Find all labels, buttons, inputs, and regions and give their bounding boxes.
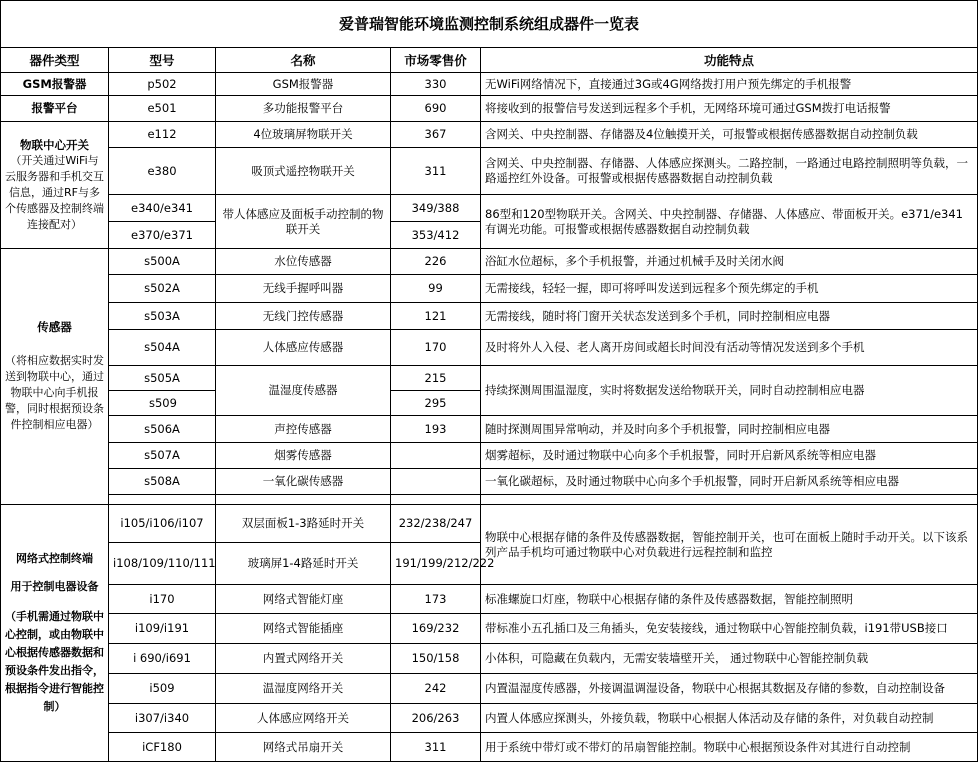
table-row bbox=[1, 469, 978, 495]
name-cell: 网络式智能插座 bbox=[216, 614, 391, 644]
name-cell: 带人体感应及面板手动控制的物联开关 bbox=[216, 195, 391, 249]
name-cell: 4位玻璃屏物联开关 bbox=[216, 122, 391, 148]
feature-cell: 无需接线，随时将门窗开关状态发送到多个手机，同时控制相应电器 bbox=[481, 303, 978, 330]
model-cell: e340/e341 bbox=[109, 195, 216, 222]
category-hub-desc: （开关通过WiFi与云服务器和手机交互信息，通过RF与多个传感器及控制终端连接配对） bbox=[5, 153, 104, 231]
price-cell: 150/158 bbox=[391, 644, 481, 674]
name-cell: 温湿度网络开关 bbox=[216, 674, 391, 704]
spacer-cell bbox=[216, 495, 391, 505]
name-cell: 烟雾传感器 bbox=[216, 443, 391, 469]
model-cell: e370/e371 bbox=[109, 222, 216, 249]
name-cell: 多功能报警平台 bbox=[216, 96, 391, 122]
table-row bbox=[1, 148, 978, 195]
model-cell: e112 bbox=[109, 122, 216, 148]
spacer-cell bbox=[109, 495, 216, 505]
name-cell: 网络式智能灯座 bbox=[216, 585, 391, 614]
table-spacer-row bbox=[1, 495, 978, 505]
feature-cell: 一氧化碳超标，及时通过物联中心向多个手机报警，同时开启新风系统等相应电器 bbox=[481, 469, 978, 495]
model-cell: e501 bbox=[109, 96, 216, 122]
table-row bbox=[1, 644, 978, 674]
price-cell: 215 bbox=[391, 366, 481, 391]
price-cell: 191/199/212/222 bbox=[391, 543, 481, 585]
name-cell: 人体感应传感器 bbox=[216, 330, 391, 366]
feature-cell: 将接收到的报警信号发送到远程多个手机，无网络环境可通过GSM拨打电话报警 bbox=[481, 96, 978, 122]
model-cell: s508A bbox=[109, 469, 216, 495]
feature-cell: 小体积，可隐藏在负载内，无需安装墙壁开关， 通过物联中心智能控制负载 bbox=[481, 644, 978, 674]
feature-cell: 及时将外人入侵、老人离开房间或超长时间没有活动等情况发送到多个手机 bbox=[481, 330, 978, 366]
price-cell: 170 bbox=[391, 330, 481, 366]
feature-cell: 随时探测周围异常响动，并及时向多个手机报警，同时控制相应电器 bbox=[481, 416, 978, 443]
category-platform: 报警平台 bbox=[1, 96, 109, 122]
model-cell: i307/i340 bbox=[109, 704, 216, 733]
feature-cell: 无需接线，轻轻一握，即可将呼叫发送到远程多个预先绑定的手机 bbox=[481, 275, 978, 303]
model-cell: i108/109/110/111 bbox=[109, 543, 216, 585]
feature-cell: 物联中心根据存储的条件及传感器数据，智能控制开关，也可在面板上随时手动开关。以下该系列产品手机均可通过物联中心对负载进行远程控制和监控 bbox=[481, 505, 978, 585]
table-row bbox=[1, 275, 978, 303]
feature-cell: 标准螺旋口灯座，物联中心根据存储的条件及传感器数据，智能控制照明 bbox=[481, 585, 978, 614]
name-cell: 网络式吊扇开关 bbox=[216, 733, 391, 762]
spacer-cell bbox=[481, 495, 978, 505]
header-name: 名称 bbox=[216, 48, 391, 73]
name-cell: 温湿度传感器 bbox=[216, 366, 391, 416]
table-row bbox=[1, 195, 978, 222]
model-cell: i109/i191 bbox=[109, 614, 216, 644]
price-cell bbox=[391, 469, 481, 495]
table-row bbox=[1, 585, 978, 614]
model-cell: iCF180 bbox=[109, 733, 216, 762]
price-cell: 173 bbox=[391, 585, 481, 614]
model-cell: i 690/i691 bbox=[109, 644, 216, 674]
price-cell: 232/238/247 bbox=[391, 505, 481, 543]
category-network-desc: （手机需通过物联中心控制，或由物联中心根据传感器数据和预设条件发出指令，根据指令进行智能控制） bbox=[5, 610, 104, 713]
category-gsm: GSM报警器 bbox=[1, 73, 109, 96]
model-cell: i509 bbox=[109, 674, 216, 704]
category-network-subtitle: 用于控制电器设备 bbox=[10, 580, 99, 593]
feature-cell: 内置温湿度传感器，外接调温调湿设备，物联中心根据其数据及存储的参数，自动控制设备 bbox=[481, 674, 978, 704]
price-cell: 206/263 bbox=[391, 704, 481, 733]
name-cell: 人体感应网络开关 bbox=[216, 704, 391, 733]
model-cell: s509 bbox=[109, 391, 216, 416]
price-cell: 99 bbox=[391, 275, 481, 303]
header-row bbox=[1, 48, 978, 73]
spacer-cell bbox=[391, 495, 481, 505]
table-row bbox=[1, 249, 978, 275]
table-row bbox=[1, 733, 978, 762]
category-network-title: 网络式控制终端 bbox=[16, 552, 93, 565]
header-feature: 功能特点 bbox=[481, 48, 978, 73]
table-row bbox=[1, 96, 978, 122]
table-row bbox=[1, 505, 978, 543]
name-cell: 无线手握呼叫器 bbox=[216, 275, 391, 303]
name-cell: 吸顶式遥控物联开关 bbox=[216, 148, 391, 195]
model-cell: p502 bbox=[109, 73, 216, 96]
name-cell: 一氧化碳传感器 bbox=[216, 469, 391, 495]
model-cell: s507A bbox=[109, 443, 216, 469]
price-cell: 193 bbox=[391, 416, 481, 443]
name-cell: 无线门控传感器 bbox=[216, 303, 391, 330]
price-cell: 353/412 bbox=[391, 222, 481, 249]
feature-cell: 含网关、中央控制器、存储器、人体感应探测头。二路控制，一路通过电路控制照明等负载，一路遥控红外设备。可报警或根据传感器数据自动控制负载 bbox=[481, 148, 978, 195]
table-row bbox=[1, 303, 978, 330]
price-cell: 311 bbox=[391, 148, 481, 195]
feature-cell: 86型和120型物联开关。含网关、中央控制器、存储器、人体感应、带面板开关。e371/e341有调光功能。可报警或根据传感器数据自动控制负载 bbox=[481, 195, 978, 249]
category-sensor-desc: （将相应数据实时发送到物联中心，通过物联中心向手机报警，同时根据预设条件控制相应电器） bbox=[5, 354, 104, 431]
price-cell: 295 bbox=[391, 391, 481, 416]
model-cell: s502A bbox=[109, 275, 216, 303]
model-cell: s504A bbox=[109, 330, 216, 366]
table-row bbox=[1, 330, 978, 366]
model-cell: e380 bbox=[109, 148, 216, 195]
header-category: 器件类型 bbox=[1, 48, 109, 73]
category-hub-title: 物联中心开关 bbox=[20, 137, 89, 152]
table-row bbox=[1, 443, 978, 469]
feature-cell: 无WiFi网络情况下，直接通过3G或4G网络拨打用户预先绑定的手机报警 bbox=[481, 73, 978, 96]
price-cell: 690 bbox=[391, 96, 481, 122]
name-cell: 声控传感器 bbox=[216, 416, 391, 443]
feature-cell: 浴缸水位超标，多个手机报警，并通过机械手及时关闭水阀 bbox=[481, 249, 978, 275]
table-row bbox=[1, 674, 978, 704]
price-cell: 242 bbox=[391, 674, 481, 704]
category-sensor-title: 传感器 bbox=[37, 320, 72, 334]
feature-cell: 用于系统中带灯或不带灯的吊扇智能控制。物联中心根据预设条件对其进行自动控制 bbox=[481, 733, 978, 762]
price-cell: 349/388 bbox=[391, 195, 481, 222]
price-cell: 121 bbox=[391, 303, 481, 330]
table-row bbox=[1, 366, 978, 391]
category-hub bbox=[1, 122, 109, 249]
model-cell: s500A bbox=[109, 249, 216, 275]
table-row bbox=[1, 122, 978, 148]
name-cell: 双层面板1-3路延时开关 bbox=[216, 505, 391, 543]
feature-cell: 含网关、中央控制器、存储器及4位触摸开关，可报警或根据传感器数据自动控制负载 bbox=[481, 122, 978, 148]
feature-cell: 带标准小五孔插口及三角插头，免安装接线，通过物联中心智能控制负载，i191带USB接口 bbox=[481, 614, 978, 644]
table-row bbox=[1, 416, 978, 443]
feature-cell: 持续探测周围温湿度，实时将数据发送给物联开关，同时自动控制相应电器 bbox=[481, 366, 978, 416]
price-cell: 169/232 bbox=[391, 614, 481, 644]
model-cell: s505A bbox=[109, 366, 216, 391]
table-row bbox=[1, 73, 978, 96]
table-row bbox=[1, 704, 978, 733]
feature-cell: 内置人体感应探测头，外接负载，物联中心根据人体活动及存储的条件，对负载自动控制 bbox=[481, 704, 978, 733]
category-network bbox=[1, 505, 109, 762]
table-title: 爱普瑞智能环境监测控制系统组成器件一览表 bbox=[1, 1, 978, 48]
name-cell: 水位传感器 bbox=[216, 249, 391, 275]
table-row bbox=[1, 614, 978, 644]
name-cell: 内置式网络开关 bbox=[216, 644, 391, 674]
header-price: 市场零售价 bbox=[391, 48, 481, 73]
model-cell: i105/i106/i107 bbox=[109, 505, 216, 543]
feature-cell: 烟雾超标，及时通过物联中心向多个手机报警，同时开启新风系统等相应电器 bbox=[481, 443, 978, 469]
name-cell: 玻璃屏1-4路延时开关 bbox=[216, 543, 391, 585]
model-cell: i170 bbox=[109, 585, 216, 614]
price-cell: 367 bbox=[391, 122, 481, 148]
price-cell bbox=[391, 443, 481, 469]
price-cell: 226 bbox=[391, 249, 481, 275]
price-cell: 330 bbox=[391, 73, 481, 96]
header-model: 型号 bbox=[109, 48, 216, 73]
name-cell: GSM报警器 bbox=[216, 73, 391, 96]
model-cell: s503A bbox=[109, 303, 216, 330]
category-sensor bbox=[1, 249, 109, 505]
model-cell: s506A bbox=[109, 416, 216, 443]
price-cell: 311 bbox=[391, 733, 481, 762]
